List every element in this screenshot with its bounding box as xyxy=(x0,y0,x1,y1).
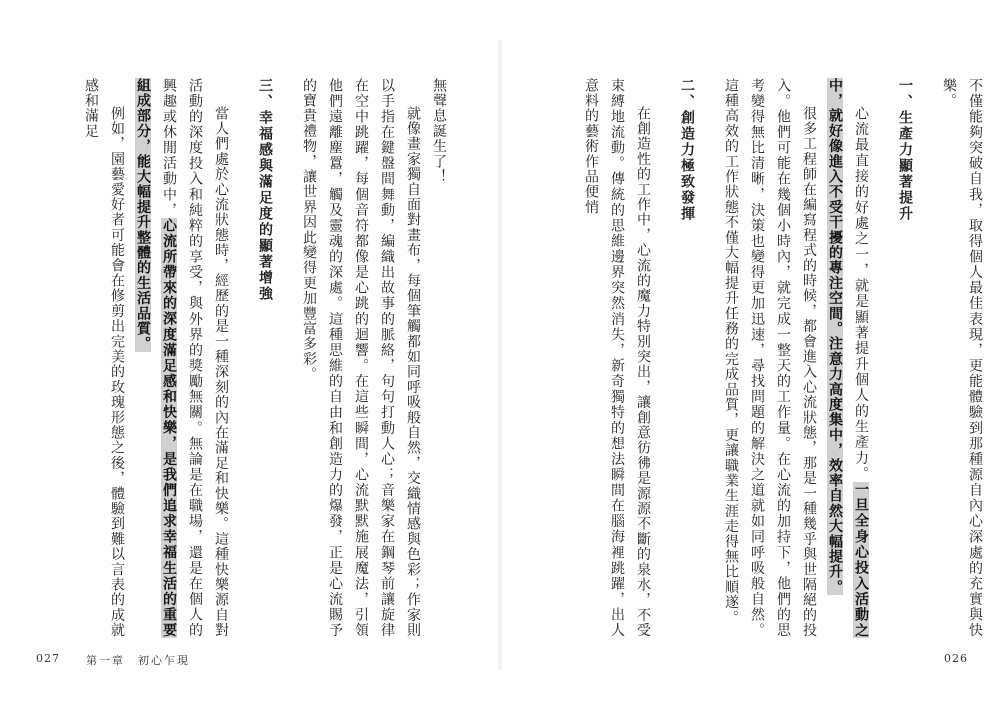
highlighted-text: 心流所帶來的深度滿足感和快樂，是我們追求幸福生活的重要組成部分，能大幅提升整體的生活品質。 xyxy=(135,78,177,638)
running-header-chapter: 第一章 初心乍現 xyxy=(86,654,190,667)
section-heading-productivity: 一、生產力顯著提升 xyxy=(897,78,913,222)
section-heading-happiness: 三、幸福感與滿足度的顯著增強 xyxy=(257,78,273,302)
paragraph xyxy=(130,78,234,638)
section-heading-creativity: 二、創造力極致發揮 xyxy=(679,78,695,222)
page-number: 027 xyxy=(36,652,60,665)
highlighted-text: 一旦全身心投入活動之中，就好像進入不受干擾的專注空間。注意力高度集中，效率自然大幅提升。 xyxy=(827,78,869,638)
page-027 xyxy=(0,0,498,710)
left-page-text xyxy=(62,78,452,638)
paragraph: 例如，園藝愛好者可能會在修剪出完美的玫瑰形態之後，體驗到難以言表的成就感和滿足 xyxy=(83,78,125,638)
right-page-text xyxy=(508,78,988,638)
paragraph: 無聲息誕生了！ xyxy=(431,78,447,185)
paragraph-text: 心流最直接的好處之一，就是顯著提升個人的生產力。 xyxy=(853,106,869,482)
paragraph xyxy=(822,78,874,638)
paragraph: 就像畫家獨自面對畫布，每個筆觸都如同呼吸般自然，交織情感與色彩；作家則以手指在鍵盤間舞動，編織出故事的脈絡，句句打動人心；音樂家在鋼琴前讓旋律在空中跳躍，每個音符都像是心跳的迴響。在這些瞬間，心流默默施展魔法，引領他們遠離塵囂，觸及靈魂的深處。這種思維的自由和創造力的爆發，正是心流賜予的寶貴禮物，讓世界因此變得更加豐富多彩。 xyxy=(301,78,421,638)
paragraph: 在創造性的工作中，心流的魔力特別突出，讓創意彷彿是源源不斷的泉水，不受束縛地流動。傳統的思維邊界突然消失，新奇獨特的想法瞬間在腦海裡跳躍，出人意料的藝術作品便悄 xyxy=(583,78,651,638)
page-number: 026 xyxy=(944,652,968,665)
paragraph: 不僅能夠突破自我，取得個人最佳表現，更能體驗到那種源自內心深處的充實與快樂。 xyxy=(941,78,983,638)
page-026 xyxy=(502,0,1000,710)
paragraph: 很多工程師在編寫程式的時候，都會進入心流狀態，那是一種幾乎與世隔絕的投入。他們可能在幾個小時內，就完成一整天的工作量。在心流的加持下，他們的思考變得無比清晰，決策也變得更加迅速，尋找問題的解決之道就如同呼吸般自然。這種高效的工作狀態不僅大幅提升任務的完成品質，更讓職業生涯走得無比順遂。 xyxy=(723,78,817,638)
paragraph-text: 當人們處於心流狀態時，經歷的是一種深刻的內在滿足和快樂。這種快樂源自對活動的深度投入和純粹的享受，與外界的獎勵無關。無論是在職場，還是在個人的興趣或休閒活動中， xyxy=(161,78,229,638)
